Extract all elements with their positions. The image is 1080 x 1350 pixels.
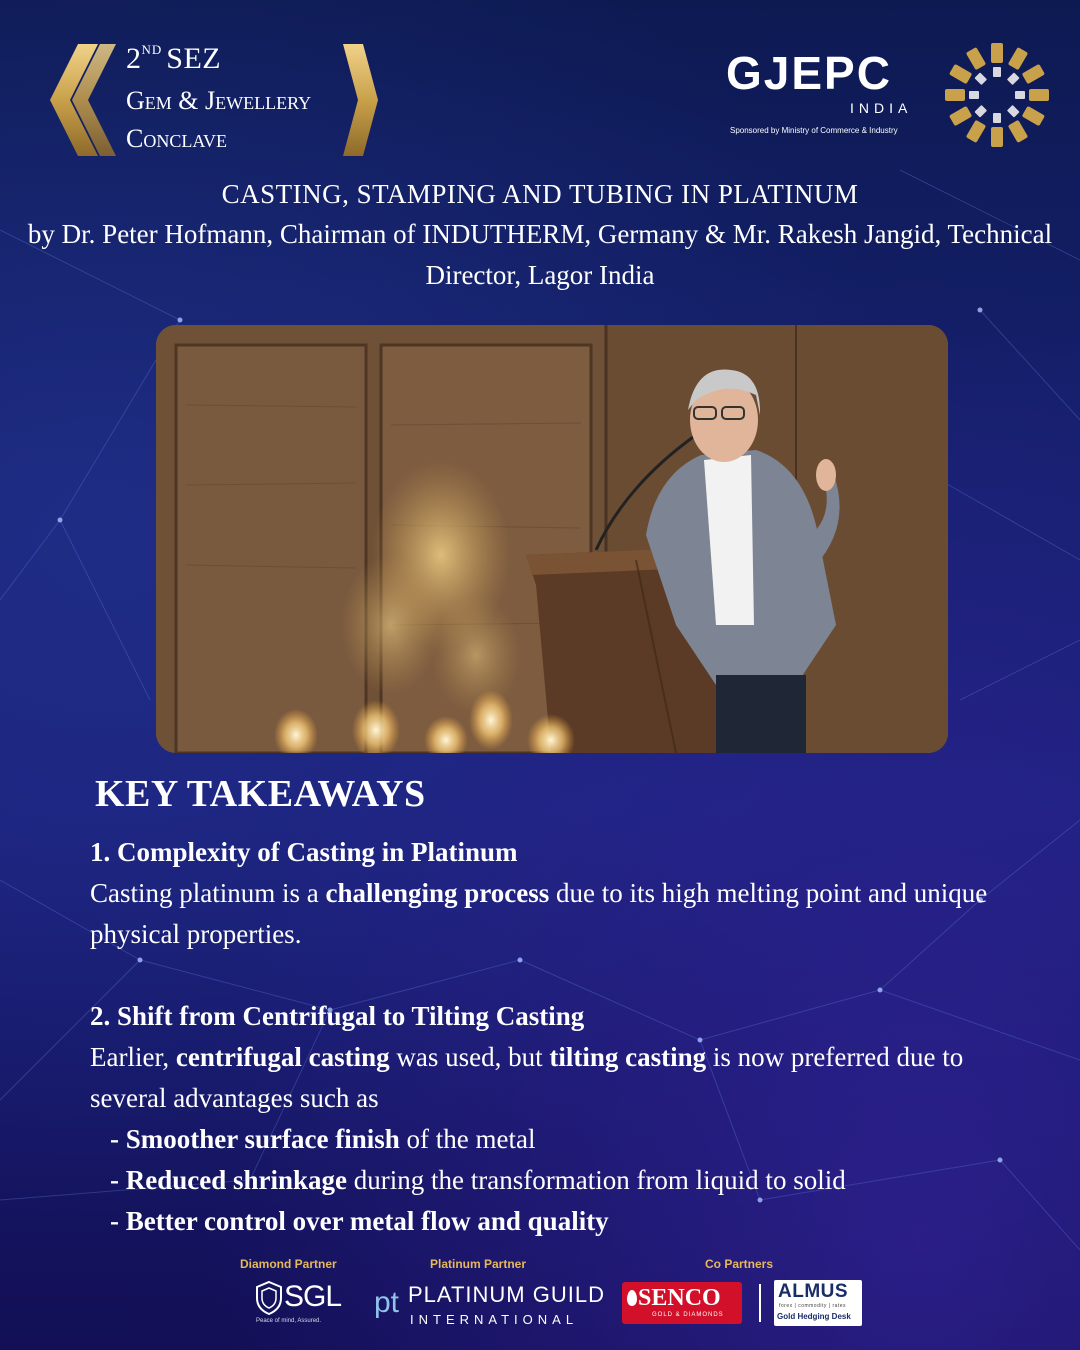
gjepc-emblem-icon bbox=[942, 40, 1052, 150]
takeaway-1-text-a: Casting platinum is a bbox=[90, 878, 326, 908]
platinum-partner-label: Platinum Partner bbox=[430, 1257, 527, 1271]
almus-logo bbox=[774, 1280, 862, 1326]
takeaway-1-body bbox=[90, 873, 1010, 955]
event-name-line2: Gem & Jewellery bbox=[126, 86, 312, 115]
key-takeaways-heading: KEY TAKEAWAYS bbox=[95, 773, 426, 815]
bullet-2-rest: during the transformation from liquid to solid bbox=[347, 1165, 846, 1195]
almus-desk: Gold Hedging Desk bbox=[777, 1312, 851, 1321]
session-title: CASTING, STAMPING AND TUBING IN PLATINUM bbox=[221, 179, 859, 209]
session-header bbox=[20, 176, 1060, 296]
shield-icon bbox=[254, 1280, 284, 1316]
speaker-photo bbox=[156, 325, 948, 753]
gjepc-country: INDIA bbox=[850, 100, 913, 116]
takeaway-2-text-b: was used, but bbox=[389, 1042, 550, 1072]
pgi-line2: INTERNATIONAL bbox=[410, 1312, 579, 1327]
partner-divider bbox=[759, 1284, 761, 1322]
drop-icon bbox=[627, 1290, 637, 1306]
bullet-1-rest: of the metal bbox=[399, 1124, 536, 1154]
event-name-line3: Conclave bbox=[126, 124, 228, 153]
almus-name: ALMUS bbox=[778, 1281, 849, 1302]
event-edition-suffix: ND bbox=[141, 42, 163, 57]
gjepc-sponsor-line: Sponsored by Ministry of Commerce & Industry bbox=[730, 126, 898, 135]
almus-tagline: forex | commodity | rates bbox=[779, 1303, 847, 1309]
event-edition-number: 2 bbox=[126, 42, 142, 75]
gjepc-logo bbox=[720, 40, 1060, 150]
takeaway-1-bold-a: challenging process bbox=[325, 878, 550, 908]
senco-name: SENCO bbox=[638, 1285, 721, 1311]
takeaway-spacer bbox=[90, 955, 1010, 996]
takeaway-1-title: 1. Complexity of Casting in Platinum bbox=[90, 837, 518, 867]
event-edition-sez: SEZ bbox=[166, 42, 222, 75]
bullet-1-bold: - Smoother surface finish bbox=[110, 1124, 400, 1154]
takeaway-2-body bbox=[90, 1037, 1010, 1119]
sgl-name: SGL bbox=[284, 1280, 342, 1313]
takeaway-1-text-b: due to its high melting point and unique physical properties. bbox=[90, 878, 988, 949]
session-speakers: by Dr. Peter Hofmann, Chairman of INDUTHERM, Germany & Mr. Rakesh Jangid, Technical Director, Lagor India bbox=[27, 219, 1053, 290]
takeaway-2-bullet-3 bbox=[90, 1201, 1010, 1242]
platinum-guild-logo bbox=[374, 1282, 604, 1332]
takeaway-2-bullet-1 bbox=[90, 1119, 1010, 1160]
takeaway-2-text-a: Earlier, bbox=[90, 1042, 176, 1072]
senco-sub: GOLD & DIAMONDS bbox=[652, 1312, 724, 1318]
pt-mark-icon: pt bbox=[374, 1286, 400, 1319]
bullet-3-bold: - Better control over metal flow and quality bbox=[110, 1206, 609, 1236]
gjepc-name: GJEPC bbox=[726, 47, 892, 99]
takeaway-2-bullet-2 bbox=[90, 1160, 1010, 1201]
takeaway-2-text-c: is now preferred due to several advantages such as bbox=[90, 1042, 964, 1113]
takeaway-2-bold-a: centrifugal casting bbox=[175, 1042, 390, 1072]
conclave-logo bbox=[48, 36, 388, 166]
sgl-tagline: Peace of mind, Assured. bbox=[256, 1318, 322, 1324]
diamond-partner-label: Diamond Partner bbox=[240, 1257, 337, 1271]
bullet-2-bold: - Reduced shrinkage bbox=[110, 1165, 348, 1195]
takeaway-2-bold-b: tilting casting bbox=[549, 1042, 707, 1072]
co-partners-label: Co Partners bbox=[705, 1257, 774, 1271]
takeaways-list bbox=[90, 832, 1010, 1242]
pgi-line1: PLATINUM GUILD bbox=[408, 1282, 605, 1307]
speaker-at-podium-icon bbox=[156, 325, 948, 753]
sgl-logo bbox=[252, 1280, 342, 1330]
senco-logo bbox=[622, 1282, 742, 1324]
takeaway-2-title: 2. Shift from Centrifugal to Tilting Casting bbox=[90, 1001, 585, 1031]
